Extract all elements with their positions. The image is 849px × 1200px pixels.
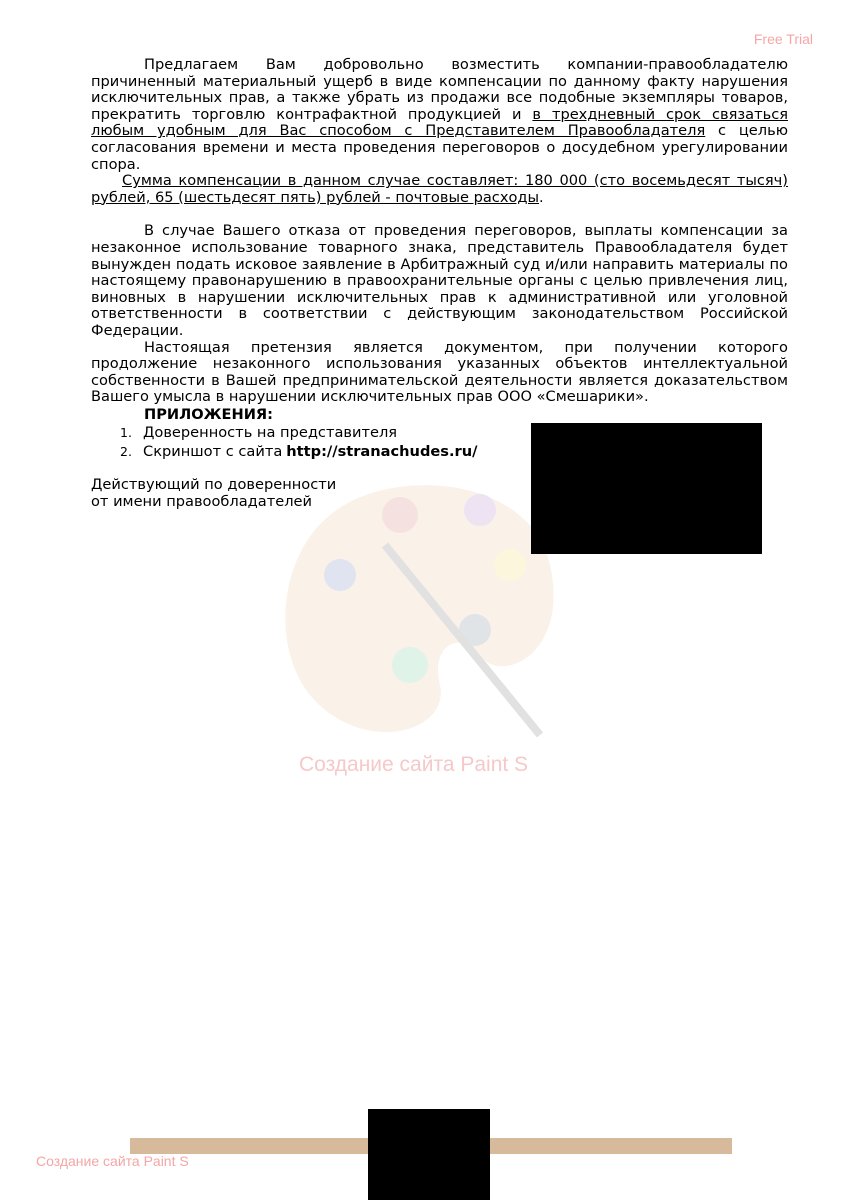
- compensation-amount-text: Сумма компенсации в данном случае составляет: 180 000 (сто восемьдесят тысяч) рублей, 65 (шестьдесят пять) рублей - почтовые расходы: [91, 172, 788, 206]
- contact-deadline-text: в трехдневный срок связаться любым удобным для Вас способом с Представителем Правообладателя: [91, 105, 788, 140]
- paragraph-compensation: [91, 173, 788, 206]
- paragraph-claim-evidence: Настоящая претензия является документом, при получении которого продолжение незаконного использования указанных объектов интеллектуальной собственности в Вашей предпринимательской деятельности является доказательством Вашего умысла в нарушении исключительных прав ООО «Смешарики».: [91, 338, 788, 406]
- appendix-item-text: Скриншот с сайта: [143, 443, 283, 460]
- paragraph-offer-start: Предлагаем Вам добровольно возместить компании-правообладателю причиненный материальный ущерб в виде компенсации по данному факту нарушения исключительных прав, а также убрать из продажи все подобные экземпляры товаров, прекратить торговлю контрафактной продукцией и: [91, 56, 788, 123]
- redacted-footer-block: [368, 1109, 490, 1200]
- appendix-item: [120, 423, 477, 442]
- appendix-list: [120, 423, 477, 461]
- signature-line: Действующий по доверенности: [91, 476, 337, 493]
- footer-watermark-text: Создание сайта Paint S: [36, 1153, 189, 1169]
- paragraph-spacer: [91, 206, 788, 223]
- appendix-item-number: 2.: [120, 444, 132, 459]
- redacted-signature-block: [531, 423, 762, 554]
- website-link[interactable]: http://stranachudes.ru/: [286, 443, 478, 460]
- paragraph-refusal: В случае Вашего отказа от проведения переговоров, выплаты компенсации за незаконное использование товарного знака, представитель Правообладателя будет вынужден подать исковое заявление в Арбитражный суд и/или направить материалы по настоящему правонарушению в правоохранительные органы с целью привлечения лиц, виновных в нарушении исключительных прав к административной или уголовной ответственности в соответствии с действующим законодательством Российской Федерации.: [91, 222, 788, 339]
- appendix-title: ПРИЛОЖЕНИЯ:: [144, 406, 273, 423]
- appendix-item: [120, 442, 477, 461]
- signature-line: от имени правообладателей: [91, 493, 312, 510]
- letter-body: [91, 57, 788, 406]
- appendix-item-text: Доверенность на представителя: [143, 424, 398, 441]
- signature-block: [91, 476, 336, 510]
- paragraph-offer: [91, 57, 788, 173]
- paragraph-offer-end: с целью согласования времени и места проведения переговоров о досудебном урегулировании спора.: [91, 122, 788, 173]
- free-trial-watermark: Free Trial: [753, 31, 813, 47]
- watermark-center-text: Создание сайта Paint S: [299, 753, 529, 776]
- appendix-item-number: 1.: [120, 425, 132, 440]
- compensation-period: .: [539, 188, 544, 206]
